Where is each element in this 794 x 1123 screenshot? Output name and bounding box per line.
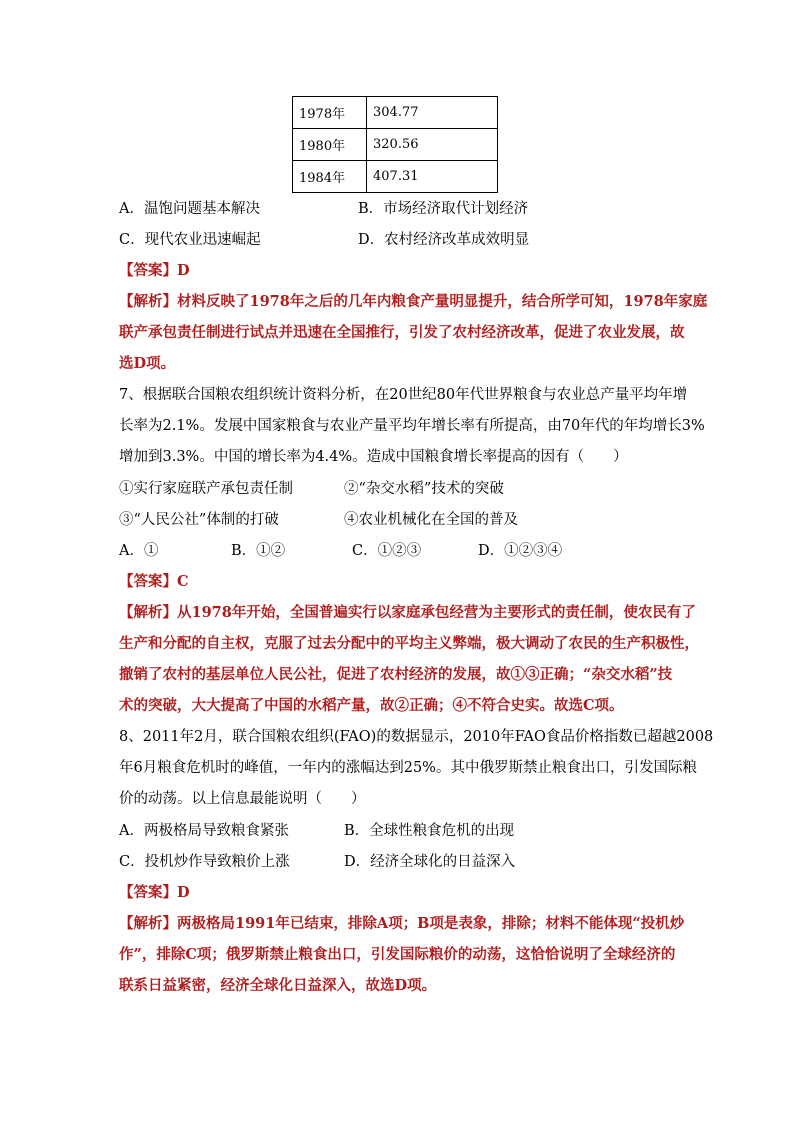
q7-analysis-line — [119, 603, 696, 623]
table-cell-year: 1984年 — [293, 161, 367, 193]
q8-stem-line: 年6月粮食危机时的峰值，一年内的涨幅达到25%。其中俄罗斯禁止粮食出口，引发国际粮 — [119, 760, 697, 776]
table-row — [293, 97, 498, 129]
answer-value: C — [177, 573, 189, 590]
q7-stem-line: 长率为2.1%。发展中国家粮食与农业产量平均年增长率有所提高，由70年代的年均增长3% — [119, 418, 705, 434]
q6-option-d: D．农村经济改革成效明显 — [358, 232, 530, 248]
table-cell-value: 320.56 — [367, 129, 498, 161]
q8-analysis-line: 作”，排除C项；俄罗斯禁止粮食出口，引发国际粮价的动荡，这恰恰说明了全球经济的 — [119, 946, 676, 963]
q7-stem-line: 7、根据联合国粮农组织统计资料分析，在20世纪80年代世界粮食与农业总产量平均年增 — [119, 387, 688, 403]
q8-option-b: B．全球性粮食危机的出现 — [344, 823, 515, 839]
q7-option-d: D．①②③④ — [478, 543, 563, 559]
q6-analysis-line: 联产承包责任制进行试点并迅速在全国推行，引发了农村经济改革，促进了农业发展，故 — [119, 324, 685, 341]
q7-item-1: ①实行家庭联产承包责任制 — [119, 481, 293, 497]
q8-option-a: A．两极格局导致粮食紧张 — [119, 823, 289, 839]
analysis-tag: 【解析】 — [119, 915, 177, 932]
table-cell-year: 1978年 — [293, 97, 367, 129]
answer-value: D — [177, 262, 190, 279]
answer-value: D — [177, 884, 190, 901]
answer-tag: 【答案】 — [119, 262, 177, 279]
analysis-text: 从1978年开始，全国普遍实行以家庭承包经营为主要形式的责任制，使农民有了 — [177, 604, 696, 621]
table-row — [293, 129, 498, 161]
q7-item-3: ③“人民公社”体制的打破 — [119, 512, 279, 528]
q8-stem-line: 8、2011年2月，联合国粮农组织(FAO)的数据显示，2010年FAO食品价格指数已超越2008 — [119, 729, 714, 745]
analysis-tag: 【解析】 — [119, 293, 177, 310]
analysis-text: 两极格局1991年已结束，排除A项；B项是表象，排除；材料不能体现“投机炒 — [177, 915, 685, 932]
answer-tag: 【答案】 — [119, 884, 177, 901]
q7-analysis-line: 生产和分配的自主权，克服了过去分配中的平均主义弊端，极大调动了农民的生产积极性， — [119, 635, 699, 652]
q8-option-d: D．经济全球化的日益深入 — [344, 854, 516, 870]
q8-stem-line: 价的动荡。以上信息最能说明（ ） — [119, 791, 366, 807]
q7-option-a: A．① — [119, 543, 159, 559]
q6-analysis-line — [119, 292, 707, 312]
q7-item-4: ④农业机械化在全国的普及 — [344, 512, 518, 528]
q6-option-c: C．现代农业迅速崛起 — [119, 232, 261, 248]
table-cell-value: 407.31 — [367, 161, 498, 193]
analysis-tag: 【解析】 — [119, 604, 177, 621]
q8-analysis-line — [119, 914, 684, 934]
answer-tag: 【答案】 — [119, 573, 177, 590]
q6-option-a: A．温饱问题基本解决 — [119, 201, 260, 217]
q7-analysis-line: 术的突破，大大提高了中国的水稻产量，故②正确；④不符合史实。故选C项。 — [119, 697, 624, 714]
q7-item-2: ②“杂交水稻”技术的突破 — [344, 481, 504, 497]
table-cell-year: 1980年 — [293, 129, 367, 161]
q7-analysis-line: 撤销了农村的基层单位人民公社，促进了农村经济的发展，故①③正确；“杂交水稻”技 — [119, 666, 673, 683]
table-cell-value: 304.77 — [367, 97, 498, 129]
q6-option-b: B．市场经济取代计划经济 — [358, 201, 529, 217]
q8-answer — [119, 883, 190, 903]
q6-answer — [119, 261, 190, 281]
q8-analysis-line: 联系日益紧密，经济全球化日益深入，故选D项。 — [119, 977, 437, 994]
table-row — [293, 161, 498, 193]
q6-analysis-line: 选D项。 — [119, 355, 176, 372]
q8-option-c: C．投机炒作导致粮价上涨 — [119, 854, 290, 870]
analysis-text: 材料反映了1978年之后的几年内粮食产量明显提升，结合所学可知，1978年家庭 — [177, 293, 708, 310]
q7-option-b: B．①② — [231, 543, 286, 559]
q7-option-c: C．①②③ — [352, 543, 422, 559]
q7-answer — [119, 572, 189, 592]
q7-stem-line: 增加到3.3%。中国的增长率为4.4%。造成中国粮食增长率提高的因有（ ） — [119, 449, 628, 465]
grain-output-table — [292, 96, 498, 193]
